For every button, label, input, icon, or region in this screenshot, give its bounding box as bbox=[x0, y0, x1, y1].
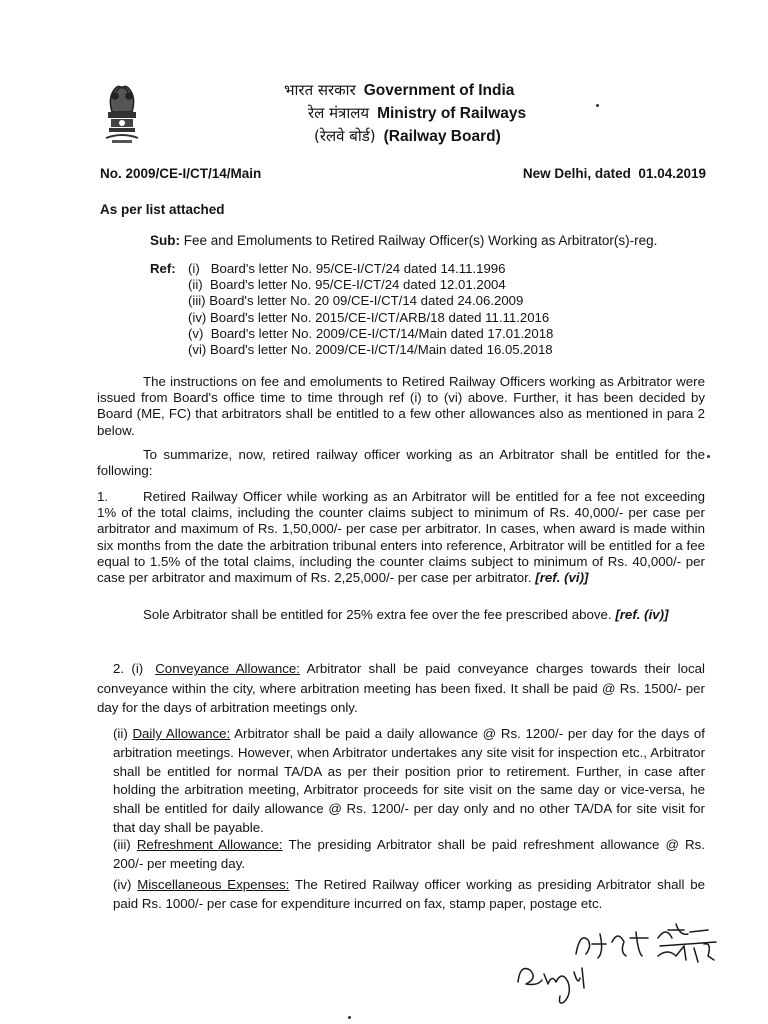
header-line-2 bbox=[308, 103, 526, 123]
references-list bbox=[150, 261, 553, 358]
state-emblem-icon bbox=[100, 78, 144, 146]
reference-item: (i) Board's letter No. 95/CE-I/CT/24 dated 14.11.1996 bbox=[188, 261, 506, 276]
paragraph-1 bbox=[97, 489, 705, 586]
summary-text: To summarize, now, retired railway officer working as an Arbitrator shall be entitled for the following: bbox=[97, 447, 705, 479]
paragraph-1-text: Retired Railway Officer while working as an Arbitrator will be entitled for a fee not exceeding 1% of the total claims, including the counter claims subject to minimum of Rs. 40,000/- per case per arbitrator and maximum of Rs. 1,50,000/- per case per arbitrator. In cases, when award is made within six months from the date the arbitration tribunal enters into reference, Arbitrator will be entitled for a fee equal to 1.5% of the total claims, including the counter claims subject to minimum of Rs. 40,000/- per case per arbitrator and maximum of Rs. 2,25,000/- per case per arbitrator. bbox=[97, 489, 705, 586]
header-hindi-ministry: रेल मंत्रालय bbox=[308, 104, 370, 122]
paragraph-1-number: 1. bbox=[97, 489, 109, 504]
references-block bbox=[150, 261, 553, 358]
header-hindi-government: भारत सरकार bbox=[284, 81, 356, 99]
daily-allowance-number: (ii) bbox=[113, 726, 128, 741]
paragraph-2-i bbox=[97, 659, 705, 718]
paragraph-1-ref: [ref. (vi)] bbox=[535, 570, 589, 586]
summary-paragraph bbox=[97, 447, 705, 479]
paragraph-1-sole bbox=[97, 606, 705, 623]
sole-arbitrator-text: Sole Arbitrator shall be entitled for 25% extra fee over the fee prescribed above. bbox=[143, 607, 612, 622]
refreshment-heading: Refreshment Allowance: bbox=[136, 837, 283, 852]
misc-number: (iv) bbox=[113, 877, 132, 892]
paragraph-2-iv bbox=[113, 876, 705, 914]
scan-speck bbox=[707, 455, 710, 458]
conveyance-text: Arbitrator shall be paid conveyance charges towards their local conveyance within the city, where arbitration meeting has been fixed. It shall be paid @ Rs. 1500/- per day for the days of arbitration meetings only. bbox=[97, 661, 705, 716]
reference-item: (vi) Board's letter No. 2009/CE-I/CT/14/Main dated 16.05.2018 bbox=[188, 342, 553, 358]
handwritten-signature bbox=[508, 912, 723, 1012]
letter-number: No. 2009/CE-I/CT/14/Main bbox=[100, 166, 262, 181]
scan-speck bbox=[348, 1016, 351, 1019]
intro-paragraph bbox=[97, 374, 705, 439]
header-line-1 bbox=[284, 80, 514, 100]
intro-text: The instructions on fee and emoluments to Retired Railway Officers working as Arbitrator were issued from Board's office time to time through ref (i) to (vi) above. Further, it has been decided by Board (ME, FC) that arbitrators shall be entitled to a few other allowances also as mentioned in para 2 below. bbox=[97, 374, 705, 438]
reference-item: (v) Board's letter No. 2009/CE-I/CT/14/Main dated 17.01.2018 bbox=[188, 325, 554, 341]
paragraph-2-number: 2. (i) bbox=[113, 661, 144, 676]
reference-item: (iv) Board's letter No. 2015/CE-I/CT/ARB/18 dated 11.11.2016 bbox=[188, 309, 550, 325]
subject-text: Fee and Emoluments to Retired Railway Officer(s) Working as Arbitrator(s)-reg. bbox=[183, 233, 658, 248]
reference-item: (iii) Board's letter No. 20 09/CE-I/CT/14 dated 24.06.2009 bbox=[188, 293, 524, 309]
conveyance-heading: Conveyance Allowance: bbox=[155, 661, 300, 676]
header-line-3 bbox=[314, 126, 501, 146]
sole-arbitrator-ref: [ref. (iv)] bbox=[615, 607, 669, 622]
scan-speck bbox=[596, 104, 599, 107]
refreshment-number: (iii) bbox=[113, 837, 131, 852]
paragraph-2-ii bbox=[113, 725, 705, 838]
header-railway-board: (Railway Board) bbox=[383, 128, 501, 145]
header-government-of-india: Government of India bbox=[363, 82, 515, 99]
paragraph-2-iii bbox=[113, 836, 705, 874]
header-ministry-of-railways: Ministry of Railways bbox=[377, 105, 527, 122]
header-hindi-board: (रेलवे बोर्ड) bbox=[314, 127, 376, 145]
references-label: Ref: bbox=[150, 261, 176, 276]
misc-heading: Miscellaneous Expenses: bbox=[137, 877, 290, 892]
addressee: As per list attached bbox=[100, 202, 225, 217]
subject-label: Sub: bbox=[150, 233, 180, 248]
misc-text: The Retired Railway officer working as presiding Arbitrator shall be paid Rs. 1000/- per case for expenditure incurred on fax, stamp paper, postage etc. bbox=[113, 877, 706, 911]
refreshment-text: The presiding Arbitrator shall be paid refreshment allowance @ Rs. 200/- per meeting day. bbox=[113, 837, 705, 871]
place-date: New Delhi, dated 01.04.2019 bbox=[522, 166, 706, 181]
reference-item: (ii) Board's letter No. 95/CE-I/CT/24 dated 12.01.2004 bbox=[188, 277, 506, 293]
daily-allowance-heading: Daily Allowance: bbox=[132, 726, 231, 741]
daily-allowance-text: Arbitrator shall be paid a daily allowance @ Rs. 1200/- per day for the days of arbitration meetings. However, when Arbitrator undertakes any site visit for inspection etc., Arbitrator shall be entitled for normal TA/DA as per their position prior to retirement. Further, in case after holding the arbitration meeting, Arbitrator proceeds for site visit on the same day or vice-versa, he shall be entitled for daily allowance @ Rs. 1200/- per day only and no other TA/DA for site visit for that day shall be payable. bbox=[113, 726, 705, 835]
subject-line bbox=[150, 233, 657, 248]
